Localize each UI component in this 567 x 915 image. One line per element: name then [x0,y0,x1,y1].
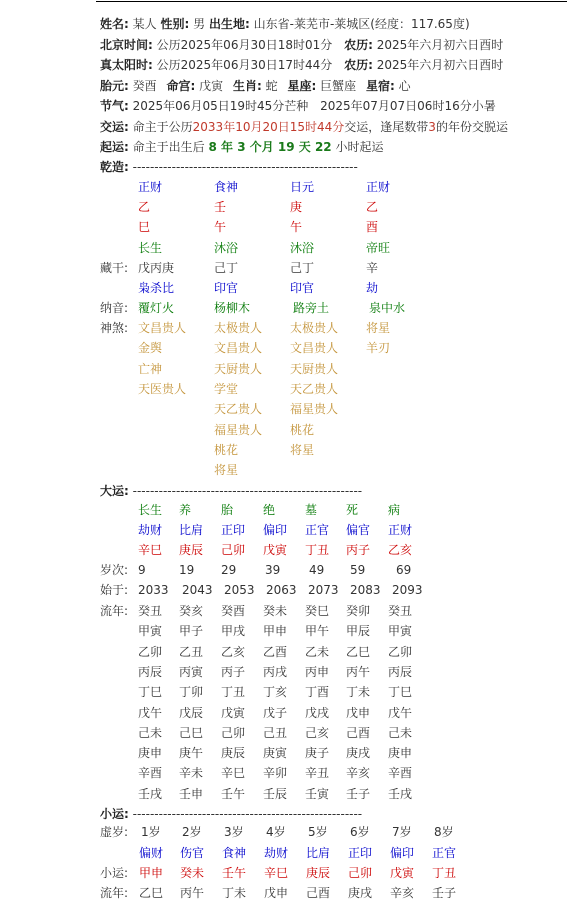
liunian-cell: 壬子 [346,786,371,801]
xiaoyun-header [100,806,362,822]
liunian-cell: 庚申 [388,746,413,761]
jiaoyun-text-c: 交运，逢尾数带 [344,120,429,134]
dayun-header [100,483,362,499]
liunian-cell: 丁酉 [305,685,330,700]
pillar-canggan-shishen: 劫 [366,281,379,295]
dayun-shiyu: 2053 [224,583,255,597]
xiaoyun-ganzhi: 辛巳 [264,866,289,880]
dayun-shiyu: 2083 [350,583,381,597]
liunian-cell: 癸卯 [346,604,371,618]
qianzao-header [100,159,358,175]
dayun-changsheng: 病 [388,503,401,517]
dayun-divider: ----------------------------------------------------- [132,484,363,498]
shensha-item: 太极贵人 [214,321,263,335]
pillar-canggan: 己丁 [290,261,315,275]
dayun-suici: 29 [221,563,237,577]
solar-row [100,57,503,73]
liunian-cell: 丙子 [221,664,246,679]
liunian-cell: 甲午 [305,624,330,639]
beijing-row [100,37,503,53]
jieqi-first: 2025年06月05日19时45分芒种 [132,99,309,113]
dayun-suici: 19 [179,563,195,577]
xiaoyun-shishen: 劫财 [264,846,289,860]
liunian-cell: 甲申 [263,624,288,639]
xusui-cell: 3岁 [224,825,244,839]
suici-label: 岁次: [100,563,129,577]
dayun-shishen: 劫财 [138,523,163,537]
name-value: 某人 [132,17,157,31]
shensha-item: 学堂 [214,381,239,396]
liunian-cell: 己未 [138,725,163,740]
liunian-cell: 丁巳 [388,685,413,700]
jiaoyun-label: 交运: [100,120,129,134]
liunian-cell: 庚戌 [346,746,371,761]
pillar-shishen: 日元 [290,180,315,194]
minggong-value: 戊寅 [199,79,224,93]
dayun-suici: 69 [396,563,412,577]
dayun-shishen: 比肩 [179,523,204,537]
liunian-cell: 己亥 [305,725,330,740]
canggan-label: 藏干: [100,261,129,275]
jiaoyun-digit: 3 [428,120,436,134]
liunian-cell: 戊辰 [179,705,204,720]
liunian-cell: 甲寅 [138,624,163,639]
shensha-item: 桃花 [290,422,315,437]
liunian-cell: 庚午 [179,746,204,761]
xingxiu-label: 星宿: [365,79,395,93]
pillar-tiangan: 庚 [290,200,303,214]
dayun-changsheng: 绝 [263,503,276,517]
liunian-cell: 庚寅 [263,746,288,761]
pillar-canggan: 戊丙庚 [138,261,175,275]
xusui-cell: 8岁 [434,825,454,839]
solar-label: 真太阳时: [100,58,153,72]
dayun-changsheng: 墓 [305,503,318,517]
pillar-dizhi: 酉 [366,220,379,234]
jieqi-second: 2025年07月07日06时16分小暑 [320,99,496,113]
shengxiao-value: 蛇 [265,79,278,93]
xiaoyun-liunian: 乙巳 [139,886,164,900]
xingzuo-label: 星座: [287,79,317,93]
xusui-cell: 4岁 [266,825,286,839]
liunian-cell: 丙寅 [179,664,204,679]
xingzuo-value: 巨蟹座 [320,79,357,93]
dayun-ganzhi: 辛巳 [138,543,163,557]
liunian-cell: 甲辰 [346,624,371,639]
pillar-dizhi: 午 [290,220,303,234]
pillar-canggan-shishen: 枭杀比 [138,281,175,295]
shensha-label: 神煞: [100,321,129,335]
pillar-canggan: 辛 [366,261,379,275]
shensha-item: 天医贵人 [138,381,187,396]
liunian-cell: 戊申 [346,705,371,720]
minggong-label: 命宫: [166,79,196,93]
qianzao-label: 乾造: [100,160,129,174]
pillar-changsheng: 长生 [138,241,163,255]
dayun-suici: 39 [265,563,281,577]
xiaoyun-shishen: 正官 [432,846,457,860]
birthplace-label: 出生地: [208,17,250,31]
solar-lunar-label: 农历: [344,58,373,72]
pillar-canggan-shishen: 印官 [214,281,239,295]
dayun-changsheng: 死 [346,503,359,517]
xiaoyun-liunian: 戊申 [264,886,289,900]
xiaoyun-liunian: 庚戌 [348,886,373,900]
liunian-cell: 壬辰 [263,786,288,801]
qiyun-duration: 8 年 3 个月 19 天 22 [208,140,332,154]
liunian-cell: 癸酉 [221,604,246,618]
beijing-time: 公历2025年06月30日18时01分 [156,38,333,52]
liunian-cell: 丙戌 [263,664,288,679]
shensha-item: 将星 [290,442,315,457]
shensha-item: 将星 [214,463,239,478]
xiaoyun-ganzhi: 丁丑 [432,866,457,880]
qianzao-divider: ---------------------------------------------------- [132,160,358,174]
xiaoyun-ganzhi: 己卯 [348,866,373,880]
xiaoyun-liunian: 己酉 [306,886,331,900]
dayun-shishen: 偏印 [263,523,288,537]
shensha-item: 文昌贵人 [214,341,263,356]
xiaoyun-row-label: 小运: [100,866,129,880]
shensha-item: 福星贵人 [290,402,339,417]
dayun-ganzhi: 己卯 [221,543,246,557]
solar-time: 公历2025年06月30日17时44分 [156,58,333,72]
liunian-cell: 乙酉 [263,644,288,659]
liunian-label: 流年: [100,604,129,618]
liunian-cell: 庚辰 [221,746,246,761]
xiaoyun-liunian: 丙午 [180,886,205,900]
liunian-cell: 丁巳 [138,685,163,700]
liunian-cell: 丙午 [346,664,371,679]
dayun-ganzhi: 庚辰 [179,543,204,557]
liunian-cell: 辛酉 [388,766,413,781]
liunian-cell: 丙辰 [138,664,163,679]
liunian-cell: 己未 [388,725,413,740]
liunian-cell: 戊午 [138,705,163,720]
dayun-ganzhi: 乙亥 [388,543,413,557]
dayun-ganzhi: 戊寅 [263,543,288,557]
jiaoyun-date: 2033年10月20日15时44分 [192,120,345,134]
dayun-label: 大运: [100,484,129,498]
pillar-canggan-shishen: 印官 [290,281,315,295]
jiaoyun-text-a: 命主于公历 [132,120,193,134]
beijing-lunar-label: 农历: [344,38,373,52]
xusui-cell: 5岁 [308,825,328,839]
pillar-changsheng: 沐浴 [214,241,239,255]
liunian-cell: 己卯 [221,725,246,740]
dayun-shiyu: 2073 [308,583,339,597]
shensha-item: 天厨贵人 [214,361,263,376]
dayun-shiyu: 2063 [266,583,297,597]
dayun-suici: 9 [138,563,146,577]
dayun-shiyu: 2043 [182,583,213,597]
xiaoyun-shishen: 正印 [348,846,373,860]
liunian-cell: 壬寅 [305,786,330,801]
taiyuan-value: 癸酉 [132,79,157,93]
nayin-label: 纳音: [100,301,129,315]
birthplace-value: 山东省-莱芜市-莱城区(经度：117.65度) [253,17,470,31]
liunian-cell: 丁丑 [221,685,246,700]
dayun-shiyu: 2093 [392,583,423,597]
pillar-tiangan: 乙 [138,200,151,214]
qiyun-text-c: 小时起运 [335,140,384,154]
liunian-cell: 辛卯 [263,766,288,781]
liunian-cell: 己巳 [179,725,204,740]
shensha-item: 文昌贵人 [290,341,339,356]
jieqi-row [100,98,496,114]
dayun-changsheng: 胎 [221,503,234,517]
xiaoyun-shishen: 比肩 [306,846,331,860]
shensha-item: 福星贵人 [214,422,263,437]
liunian-cell: 乙未 [305,644,330,659]
jiaoyun-text-e: 的年份交脱运 [435,120,508,134]
gender-label: 性别: [160,17,190,31]
xusui-label: 虚岁: [100,825,129,839]
dayun-shishen: 正财 [388,523,413,537]
liunian-cell: 戊午 [388,705,413,720]
liunian-cell: 辛巳 [221,766,246,781]
pillar-nayin: 路旁土 [293,301,330,315]
xiaoyun-liunian: 辛亥 [390,886,415,900]
shensha-item: 天乙贵人 [290,381,339,396]
xusui-cell: 2岁 [182,825,202,839]
shensha-item: 桃花 [214,442,239,457]
pillar-dizhi: 巳 [138,220,151,234]
liunian-cell: 辛丑 [305,766,330,781]
liunian-cell: 乙亥 [221,644,246,659]
name-label: 姓名: [100,17,129,31]
top-divider [96,1,567,2]
beijing-label: 北京时间: [100,38,153,52]
xiaoyun-shishen: 伤官 [180,846,205,860]
xiaoyun-shishen: 食神 [222,846,247,860]
liunian-cell: 庚申 [138,746,163,761]
liunian-cell: 戊戌 [305,705,330,720]
xiaoyun-liunian-label: 流年: [100,886,129,900]
pillar-tiangan: 壬 [214,200,227,214]
liunian-cell: 辛酉 [138,766,163,781]
shensha-item: 将星 [366,321,391,335]
liunian-cell: 乙卯 [388,644,413,659]
gender-value: 男 [193,17,206,31]
pillar-nayin: 覆灯火 [138,301,175,315]
xiaoyun-label: 小运: [100,807,129,821]
dayun-ganzhi: 丁丑 [305,543,330,557]
liunian-cell: 甲戌 [221,624,246,639]
liunian-cell: 甲子 [179,624,204,639]
liunian-cell: 乙巳 [346,644,371,659]
liunian-cell: 癸丑 [388,604,413,618]
pillar-shishen: 食神 [214,180,239,194]
liunian-cell: 甲寅 [388,624,413,639]
shensha-item: 金舆 [138,341,163,356]
dayun-changsheng: 养 [179,503,192,517]
xiaoyun-ganzhi: 戊寅 [390,866,415,880]
name-row [100,16,470,32]
shengxiao-label: 生肖: [232,79,262,93]
qiyun-text-a: 命主于出生后 [132,140,205,154]
pillar-changsheng: 沐浴 [290,241,315,255]
liunian-cell: 辛未 [179,766,204,781]
dayun-shishen: 正印 [221,523,246,537]
xusui-cell: 1岁 [141,825,161,839]
xusui-cell: 7岁 [392,825,412,839]
liunian-cell: 乙丑 [179,644,204,659]
dayun-suici: 59 [350,563,366,577]
pillar-tiangan: 乙 [366,200,379,214]
qiyun-row [100,139,384,155]
xiaoyun-ganzhi: 甲申 [139,866,164,880]
jieqi-label: 节气: [100,99,129,113]
xiaoyun-ganzhi: 壬午 [222,866,247,880]
shensha-item: 天厨贵人 [290,361,339,376]
xiaoyun-shishen: 偏印 [390,846,415,860]
liunian-cell: 庚子 [305,746,330,761]
liunian-cell: 癸丑 [138,604,163,618]
liunian-cell: 丙辰 [388,664,413,679]
liunian-cell: 辛亥 [346,766,371,781]
liunian-cell: 壬午 [221,786,246,801]
taiyuan-row [100,78,411,94]
liunian-cell: 壬申 [179,786,204,801]
beijing-lunar: 2025年六月初六日酉时 [376,38,504,52]
pillar-changsheng: 帝旺 [366,241,391,255]
jiaoyun-row [100,119,508,135]
liunian-cell: 壬戌 [138,786,163,801]
pillar-nayin: 杨柳木 [214,301,251,315]
liunian-cell: 乙卯 [138,644,163,659]
liunian-cell: 丁未 [346,685,371,700]
pillar-canggan: 己丁 [214,261,239,275]
pillar-nayin: 泉中水 [369,301,406,315]
taiyuan-label: 胎元: [100,79,129,93]
shensha-item: 天乙贵人 [214,402,263,417]
xiaoyun-shishen: 偏财 [139,846,164,860]
liunian-cell: 丁亥 [263,685,288,700]
liunian-cell: 己酉 [346,725,371,740]
liunian-cell: 丙申 [305,664,330,679]
qiyun-label: 起运: [100,140,129,154]
shensha-item: 羊刃 [366,341,391,356]
dayun-suici: 49 [309,563,325,577]
dayun-shiyu: 2033 [138,583,169,597]
pillar-shishen: 正财 [138,180,163,194]
dayun-changsheng: 长生 [138,503,163,517]
liunian-cell: 己丑 [263,725,288,740]
liunian-cell: 癸巳 [305,604,330,618]
liunian-cell: 壬戌 [388,786,413,801]
xiaoyun-divider: ----------------------------------------------------- [132,807,363,821]
xiaoyun-liunian: 壬子 [432,886,457,900]
dayun-shishen: 偏官 [346,523,371,537]
liunian-cell: 丁卯 [179,685,204,700]
xiaoyun-liunian: 丁未 [222,886,247,900]
shensha-item: 文昌贵人 [138,321,187,335]
pillar-shishen: 正财 [366,180,391,194]
liunian-cell: 戊子 [263,705,288,720]
xiaoyun-ganzhi: 庚辰 [306,866,331,880]
shiyu-label: 始于: [100,583,129,597]
solar-lunar: 2025年六月初六日酉时 [376,58,504,72]
shensha-item: 太极贵人 [290,321,339,335]
liunian-cell: 癸未 [263,604,288,618]
xiaoyun-ganzhi: 癸未 [180,866,205,880]
xingxiu-value: 心 [398,79,411,93]
shensha-item: 亡神 [138,361,163,376]
dayun-shishen: 正官 [305,523,330,537]
xusui-cell: 6岁 [350,825,370,839]
liunian-cell: 戊寅 [221,705,246,720]
pillar-dizhi: 午 [214,220,227,234]
liunian-cell: 癸亥 [179,604,204,618]
dayun-ganzhi: 丙子 [346,543,371,557]
